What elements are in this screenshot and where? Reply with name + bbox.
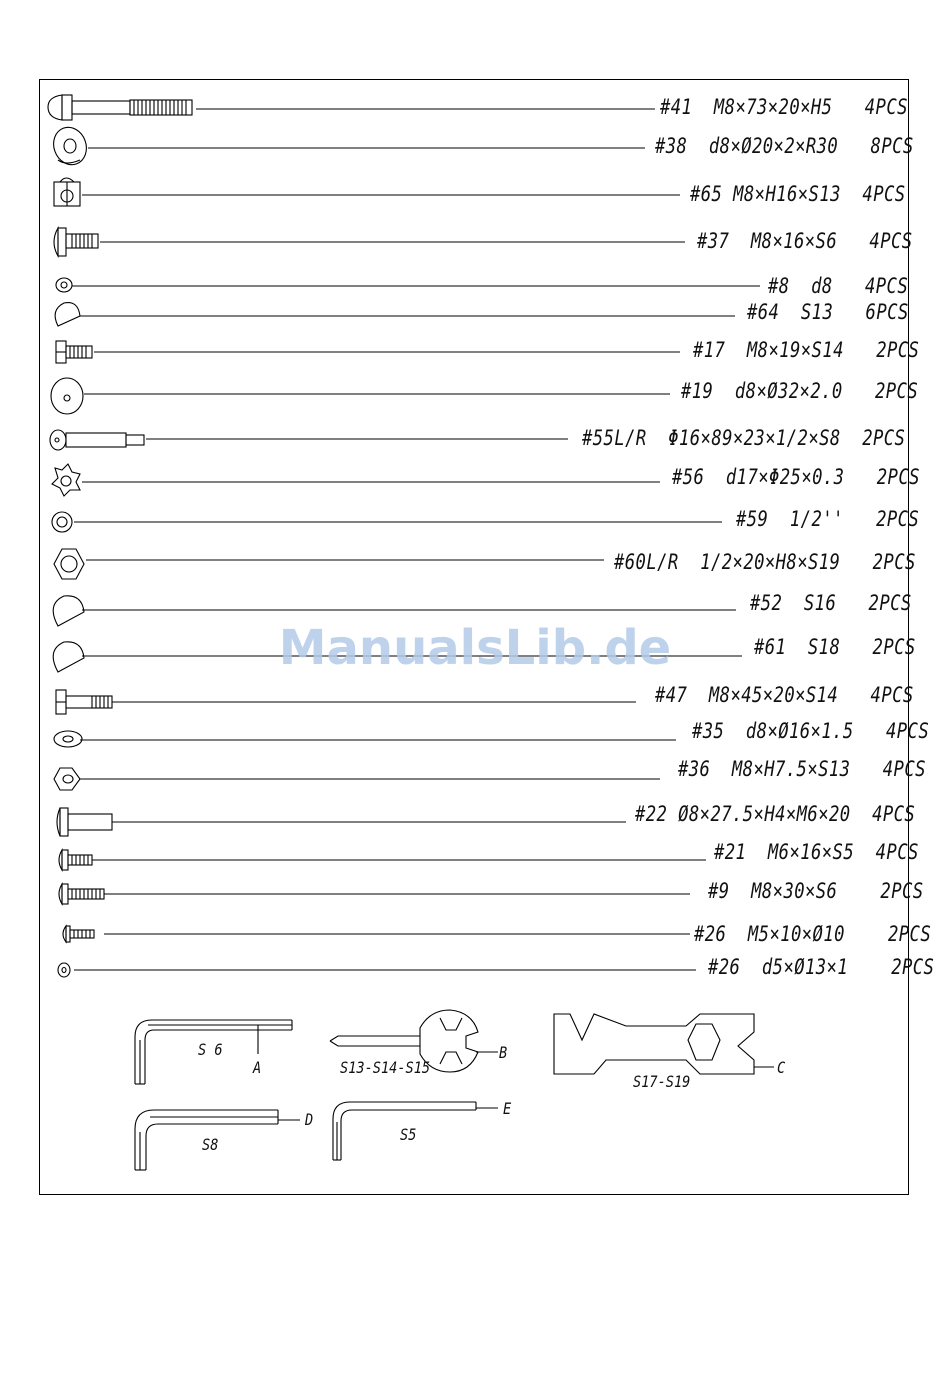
part-label-26b: #26 d5×Ø13×1 2PCS <box>708 955 935 979</box>
small-screw-icon <box>63 926 94 942</box>
part-label-65: #65 M8×H16×S13 4PCS <box>690 182 906 206</box>
tool-label-s6: S 6 <box>198 1040 223 1059</box>
part-label-47: #47 M8×45×20×S14 4PCS <box>655 683 914 707</box>
shoulder-bolt-icon <box>57 808 112 836</box>
tool-label-s5: S5 <box>400 1125 417 1144</box>
part-label-35: #35 d8×Ø16×1.5 4PCS <box>692 719 930 743</box>
part-label-26a: #26 M5×10×Ø10 2PCS <box>694 922 932 946</box>
part-label-55: #55L/R Φ16×89×23×1/2×S8 2PCS <box>582 426 906 450</box>
tool-label-s8: S8 <box>202 1135 219 1154</box>
part-label-36: #36 M8×H7.5×S13 4PCS <box>678 757 926 781</box>
spring-washer-icon <box>56 278 72 292</box>
tool-callout-e: E <box>503 1099 512 1118</box>
open-wrench-s17-s19-icon <box>554 1014 774 1074</box>
part-label-21: #21 M6×16×S5 4PCS <box>714 840 919 864</box>
part-label-64: #64 S13 6PCS <box>747 300 909 324</box>
hex-bolt-icon <box>56 341 92 363</box>
part-label-59: #59 1/2'' 2PCS <box>736 507 920 531</box>
part-label-61: #61 S18 2PCS <box>754 635 916 659</box>
flat-washer-icon <box>54 731 82 747</box>
part-label-9: #9 M8×30×S6 2PCS <box>708 879 924 903</box>
part-label-8: #8 d8 4PCS <box>768 274 909 298</box>
tool-label-s13-s15: S13-S14-S15 <box>340 1058 431 1077</box>
tool-label-s17-s19: S17-S19 <box>633 1072 691 1091</box>
part-label-38: #38 d8×Ø20×2×R30 8PCS <box>655 134 914 158</box>
part-label-41: #41 M8×73×20×H5 4PCS <box>660 95 908 119</box>
star-washer-icon <box>52 464 80 496</box>
tool-callout-c: C <box>777 1058 786 1077</box>
part-label-17: #17 M8×19×S14 2PCS <box>693 338 920 362</box>
acorn-nut-icon <box>54 178 80 206</box>
cap-nut-cover-icon <box>55 303 80 326</box>
watermark: ManualsLib.de <box>278 620 672 676</box>
spring-washer-icon <box>52 512 72 532</box>
part-label-56: #56 d17×Φ25×0.3 2PCS <box>672 465 920 489</box>
button-head-bolt-icon <box>59 850 92 870</box>
part-label-60: #60L/R 1/2×20×H8×S19 2PCS <box>614 550 916 574</box>
small-washer-icon <box>58 963 70 977</box>
hex-nut-icon <box>54 768 80 790</box>
hex-nut-icon <box>54 549 84 579</box>
button-head-bolt-icon <box>54 228 98 256</box>
curved-washer-icon <box>48 123 91 170</box>
button-head-bolt-icon <box>59 884 104 904</box>
hex-bolt-icon <box>56 690 112 714</box>
part-label-19: #19 d8×Ø32×2.0 2PCS <box>681 379 919 403</box>
axle-bolt-icon <box>50 430 144 450</box>
part-label-52: #52 S16 2PCS <box>750 591 912 615</box>
tool-callout-a: A <box>253 1058 262 1077</box>
large-washer-icon <box>51 378 83 414</box>
tool-callout-b: B <box>499 1043 508 1062</box>
leader-lines <box>72 109 760 970</box>
carriage-bolt-icon <box>48 95 192 120</box>
part-label-37: #37 M8×16×S6 4PCS <box>697 229 913 253</box>
part-label-22: #22 Ø8×27.5×H4×M6×20 4PCS <box>635 802 916 826</box>
tool-callout-d: D <box>305 1110 314 1129</box>
